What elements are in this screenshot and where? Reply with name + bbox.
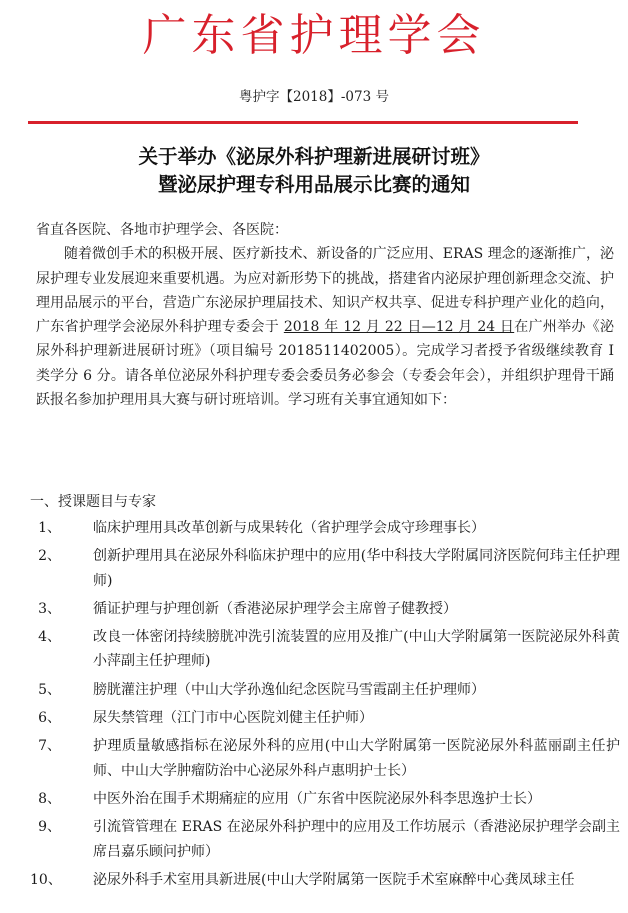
course-list bbox=[30, 516, 620, 896]
list-item bbox=[30, 734, 620, 783]
list-item bbox=[30, 625, 620, 674]
intro-text-1: 随着微创手术的积极开展、医疗新技术、新设备的广泛应用、ERAS 理念的逐渐推广，泌尿护理专业发展迎来重要机遇。为应对新形势下的挑战，搭建省内泌尿护理创新理念交流、护理用品展示的平台，营造广东泌尿护理届技术、知识产权共享、促进专科护理产业化的趋向，广东省护理学会泌尿外科护理专委会于 bbox=[36, 246, 614, 336]
event-date-range: 2018 年 12 月 22 日—12 月 24 日 bbox=[283, 319, 515, 336]
list-item bbox=[30, 516, 620, 540]
item-text: 尿失禁管理（江门市中心医院刘健主任护师） bbox=[93, 710, 373, 727]
item-text: 创新护理用具在泌尿外科临床护理中的应用(华中科技大学附属同济医院何玮主任护理师) bbox=[93, 548, 620, 589]
item-number: 9、 bbox=[38, 819, 61, 836]
intro-text-2: 在广州举办《泌尿外科护理新进展研讨班》（项目编号 2018511402005）。完成学习者授予省级继续教育 I 类学分 6 分。请各单位泌尿外科护理专委会委员务必参会（专委会年会），并组织护理骨干踊跃报名参加护理用具大赛与研讨班培训。学习班有关事宜通知如下： bbox=[36, 319, 614, 409]
notice-title-line-1: 关于举办《泌尿外科护理新进展研讨班》 bbox=[138, 145, 490, 168]
notice-body bbox=[36, 218, 614, 412]
list-item bbox=[30, 597, 620, 621]
item-text: 循证护理与护理创新（香港泌尿护理学会主席曾子健教授） bbox=[93, 600, 457, 617]
list-item bbox=[30, 815, 620, 864]
item-number: 8、 bbox=[38, 790, 61, 807]
item-text: 中医外治在围手术期痛症的应用（广东省中医院泌尿外科李思逸护士长） bbox=[93, 790, 541, 807]
item-number: 3、 bbox=[38, 600, 61, 617]
list-item bbox=[30, 544, 620, 593]
list-item bbox=[30, 706, 620, 730]
section-heading: 一、授课题目与专家 bbox=[30, 494, 156, 510]
notice-title bbox=[0, 143, 628, 199]
notice-title-line-2: 暨泌尿护理专科用品展示比赛的通知 bbox=[157, 173, 470, 196]
item-number: 1、 bbox=[38, 520, 61, 536]
item-text: 改良一体密闭持续膀胱冲洗引流装置的应用及推广(中山大学附属第一医院泌尿外科黄小萍副主任护理师) bbox=[93, 629, 620, 670]
list-item bbox=[30, 787, 620, 811]
item-text: 护理质量敏感指标在泌尿外科的应用(中山大学附属第一医院泌尿外科蓝丽副主任护师、中山大学肿瘤防治中心泌尿外科卢惠明护士长） bbox=[93, 738, 620, 779]
item-text: 临床护理用具改革创新与成果转化（省护理学会成守珍理事长） bbox=[93, 520, 485, 536]
addressee: 省直各医院、各地市护理学会、各医院： bbox=[36, 222, 288, 238]
item-number: 6、 bbox=[38, 710, 61, 727]
item-number: 7、 bbox=[38, 738, 61, 755]
item-number: 4、 bbox=[38, 629, 61, 646]
item-text: 泌尿外科手术室用具新进展(中山大学附属第一医院手术室麻醉中心龚凤球主任 bbox=[93, 871, 575, 888]
header-divider bbox=[28, 121, 578, 124]
item-text: 膀胱灌注护理（中山大学孙逸仙纪念医院马雪霞副主任护理师） bbox=[93, 681, 485, 698]
intro-paragraph bbox=[36, 242, 614, 412]
list-item bbox=[30, 868, 620, 892]
item-number: 10、 bbox=[30, 871, 62, 888]
organization-name: 广东省护理学会 bbox=[142, 10, 486, 61]
list-item bbox=[30, 678, 620, 702]
item-number: 2、 bbox=[38, 548, 61, 565]
item-text: 引流管管理在 ERAS 在泌尿外科护理中的应用及工作坊展示（香港泌尿护理学会副主席吕嘉乐顾问护师） bbox=[93, 819, 620, 860]
document-number: 粤护字【2018】-073 号 bbox=[239, 89, 389, 105]
item-number: 5、 bbox=[38, 681, 61, 698]
